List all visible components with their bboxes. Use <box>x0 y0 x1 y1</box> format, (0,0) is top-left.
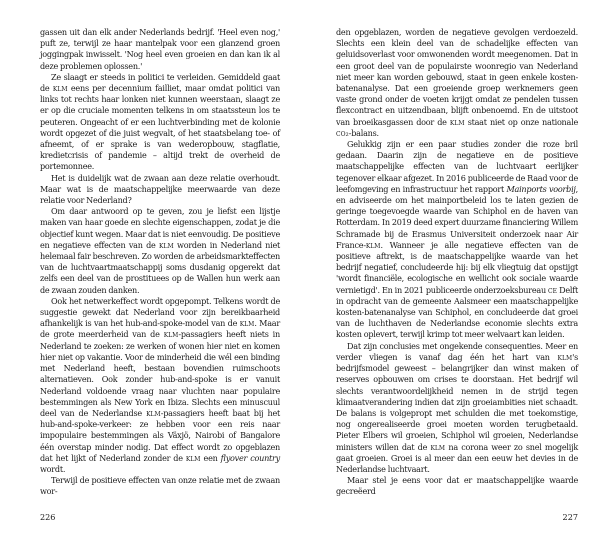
text-run: Maar stel je eens voor dat er maatschappelijke waarde gecreëerd <box>336 475 578 497</box>
paragraph <box>336 475 578 497</box>
text-run: -passagiers heeft baat bij het hub-and-spoke-verkeer: ze hebben voor een reis naar impopulaire bestemmingen als Växjö, Nairobi of Bangalore één overstap minder nodig. Dat effect wordt zo opgeblazen dat het lijkt of Nederland zonder de <box>40 407 280 463</box>
paragraph <box>40 27 280 72</box>
text-run: den opgeblazen, worden de negatieve gevolgen verdoezeld. Slechts een klein deel van de schadelijke effecten van geluidsoverlast voor omwonenden wordt meegenomen. Dat in een groot deel van de populairste woonregio van Nederland niet meer kan worden gebouwd, staat in geen enkele kosten-batenanalyse. Dat een groeiende groep werknemers geen vaste grond onder de voeten krijgt omdat ze pendelen tussen flexcontract en uitzendbaan, blijft onbenoemd. En de uitstoot van broeikasgassen door de <box>336 27 578 127</box>
text-run: -passagiers heeft niets in Nederland te zoeken: ze werken of wonen hier niet en komen hier niet op vakantie. Voor de minderheid die wél een binding met Nederland heeft, bestaan bovendien ruimschoots alternatieven. Ook zonder hub-and-spoke is er vanuit Nederland voldoende vraag naar vluchten naar populaire bestemmingen als New York en Ibiza. Slechts een minuscuul deel van de Nederlandse <box>40 329 280 418</box>
text-run: eens per decennium failliet, maar omdat politici van links tot rechts haar lonken niet kunnen weerstaan, slaagt ze er op die cruciale momenten telkens in om staatssteun los te peuteren. Ongeacht of er een luchtverbinding met de kolonie wordt opgezet of die juist wegvalt, of het staatsbelang toe- of afneemt, of er sprake is van wederopbouw, stagflatie, kredietcrisis of pandemie – altijd trekt de overheid de portemonnee. <box>40 83 280 172</box>
italic-title: Mainports voorbij <box>506 183 576 194</box>
right-page-body <box>336 27 578 498</box>
small-caps-abbr: co₂ <box>336 127 349 138</box>
italic-title: flyover country <box>220 452 280 463</box>
text-run: Het is duidelijk wat de zwaan aan deze relatie overhoudt. Maar wat is de maatschappelijke meerwaarde van deze relatie voor Nederland? <box>40 172 280 206</box>
small-caps-abbr: klm <box>365 239 381 250</box>
paragraph <box>40 173 280 207</box>
text-run: 's bedrijfsmodel geweest – belangrijker dan winst maken of reserves opbouwen om crises te doorstaan. Het bedrijf wil slechts verantwoordelijkheid nemen in de strijd tegen klimaatverandering indien dat zijn groeiambities niet schaadt. De balans is volgepropt met schulden die met toekomstige, nog ongerealiseerde groei moeten worden terugbetaald. Pieter Elbers wil groeien, Schiphol wil groeien, Nederlandse ministers willen dat de <box>336 351 578 452</box>
paragraph <box>40 296 280 475</box>
left-page-body <box>40 27 280 498</box>
right-page <box>300 0 600 543</box>
paragraph <box>336 139 578 341</box>
paragraph <box>40 206 280 296</box>
text-run: gassen uit dan elk ander Nederlands bedrijf. 'Heel even nog,' puft ze, terwijl ze haar mantelpak voor een glanzend groen joggingpak inwisselt. 'Nog heel even groeien en dan kan ik al deze problemen oplossen.' <box>40 27 280 71</box>
small-caps-abbr: klm <box>449 116 465 127</box>
paragraph <box>336 27 578 139</box>
text-run: Om daar antwoord op te geven, zou je liefst een lijstje maken van haar goede en slechte eigenschappen, zodat je die objectief kunt wegen. Maar dat is niet eenvoudig. De positieve en negatieve effecten van de <box>40 206 280 250</box>
text-run: Ook het netwerkeffect wordt opgepompt. Telkens wordt de suggestie gewekt dat Nederland voor zijn bereikbaarheid afhankelijk is van het hub-and-spoke-model van de <box>40 295 280 329</box>
page-number-left: 226 <box>40 511 56 522</box>
text-run: . Maar de grote meerderheid van de <box>40 318 280 340</box>
small-caps-abbr: ce <box>548 284 558 295</box>
small-caps-abbr: klm <box>158 239 174 250</box>
text-run: Delft in opdracht van de gemeente Aalsmeer een maatschappelijke kosten-batenanalyse van Schiphol, en concludeerde dat groei van de luchthaven de Nederlandse economie slechts extra kosten oplevert, terwijl krimp tot meer welvaart kan leiden. <box>336 284 579 340</box>
small-caps-abbr: klm <box>557 351 573 362</box>
text-run: een <box>200 452 221 463</box>
text-run: staat niet op onze nationale <box>464 116 578 127</box>
text-run: Ze slaagt er steeds in politici te verleiden. Gemiddeld gaat de <box>40 71 280 94</box>
text-run: . Wanneer je alle negatieve effecten van de positieve aftrekt, is de maatschappelijke waarde van het bedrijf negatief, concludeerde hij: bij elk vliegtuig dat opstijgt 'wordt financiële, ecologische en wellicht ook sociale waarde vernietigd'. En in 2021 publiceerde onderzoeksbureau <box>336 239 578 295</box>
paragraph <box>40 72 280 173</box>
page-number-right: 227 <box>562 511 578 522</box>
text-run: Dat zijn conclusies met ongekende consequenties. Meer en verder vliegen is vanaf dag één het hart van <box>336 340 578 362</box>
small-caps-abbr: klm <box>163 329 179 340</box>
text-run: wordt. <box>40 463 66 474</box>
text-run: Gelukkig zijn er een paar studies zonder die roze bril gedaan. Daarin zijn de negatieve en de positieve maatschappelijke effecten van de luchtvaart eerlijker tegenover elkaar afgezet. In 2016 publiceerde de Raad voor de leefomgeving en infrastructuur het rapport <box>336 139 578 194</box>
text-run: na corona weer zo snel mogelijk gaat groeien. Groei is al meer dan een eeuw het devies in de Nederlandse luchtvaart. <box>336 441 578 474</box>
small-caps-abbr: klm <box>185 452 201 463</box>
small-caps-abbr: klm <box>239 318 255 329</box>
small-caps-abbr: klm <box>52 83 68 94</box>
paragraph <box>336 341 578 475</box>
text-run: -balans. <box>348 127 379 138</box>
small-caps-abbr: klm <box>146 407 161 418</box>
text-run: Terwijl de positieve effecten van onze relatie met de zwaan wor- <box>40 475 280 497</box>
paragraph <box>40 475 280 497</box>
text-run: , en adviseerde om het mainportbeleid los te laten gezien de geringe toegevoegde waarde van Schiphol en de haven van Rotterdam. In 2019 deed expert duurzame financiering Willem Schramade bij de Erasmus Universiteit onderzoek naar Air France- <box>336 183 578 250</box>
small-caps-abbr: klm <box>430 441 446 452</box>
text-run: worden in Nederland niet helemaal fair beschreven. Zo worden de arbeidsmarkteffecten van de luchtvaartmaatschappij soms dusdanig opgerekt dat zelfs een deel van de prostituees op de Wallen hun werk aan de zwaan zouden danken. <box>40 239 281 295</box>
